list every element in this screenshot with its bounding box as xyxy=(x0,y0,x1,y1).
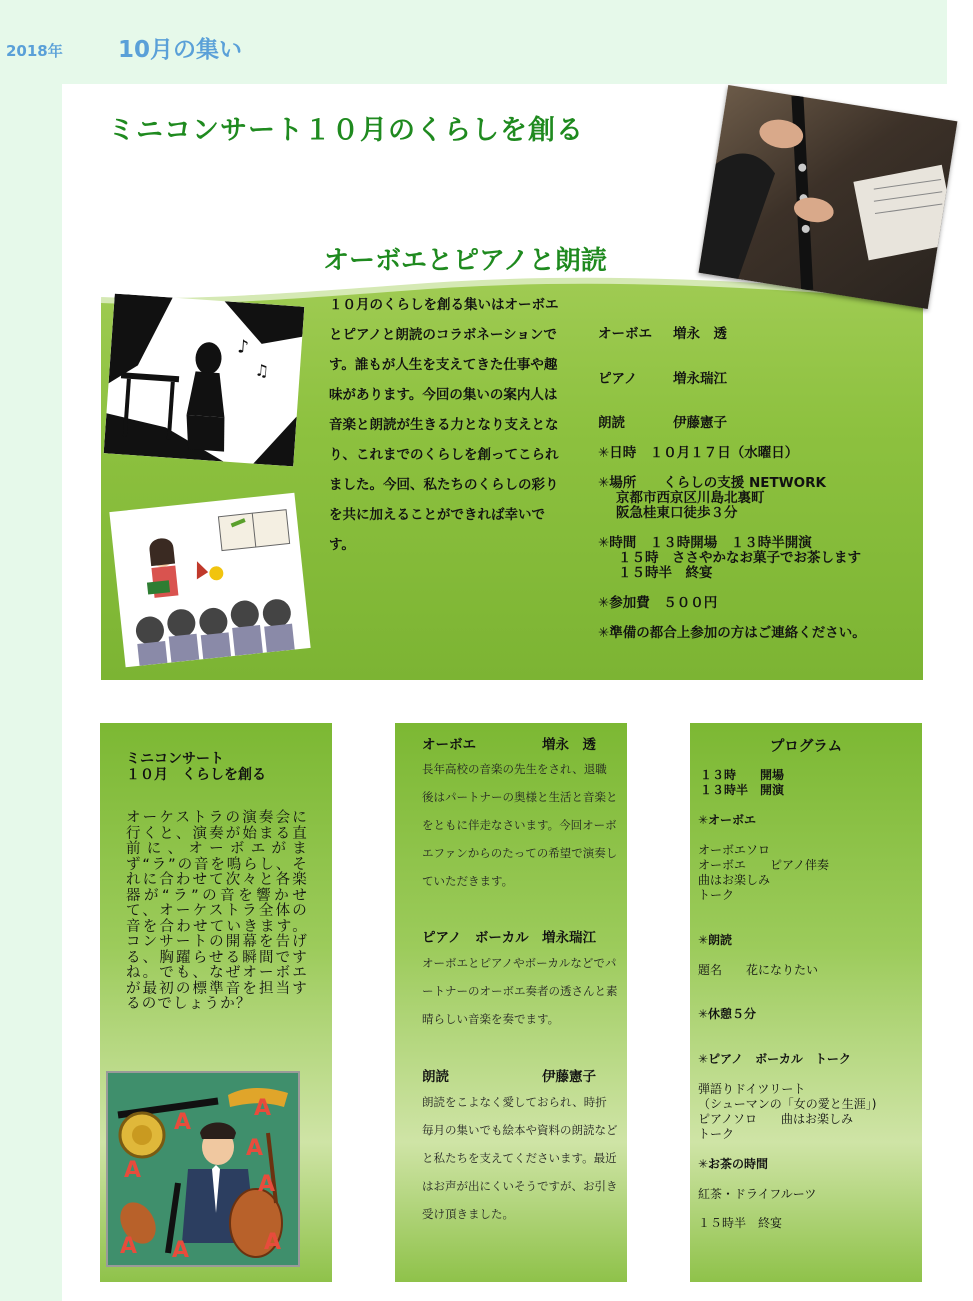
column-intro-text: オーケストラの演奏会に行くと、演奏が始まる直前に、オーボエがまず“ラ”の音を鳴らし、それに合わせて次々と各楽器が“ラ”の音を響かせて、オーケストラ全体の音を合わせていきます。コンサートの開幕を告げる、胸躍らせる瞬間ですね。でも、なぜオーボエが最初の標準音を担当するのでしょうか？ xyxy=(126,810,308,1012)
performer-role: オーボエ xyxy=(598,326,652,342)
profile-role: 朗読 xyxy=(422,1069,449,1085)
performer-name: 増永 透 xyxy=(673,326,727,342)
svg-text:A: A xyxy=(246,1136,264,1161)
svg-text:A: A xyxy=(174,1110,192,1135)
program-item: トーク xyxy=(698,1127,735,1141)
orchestra-illustration-image xyxy=(106,1071,300,1267)
profile-piano-heading xyxy=(422,926,596,946)
performer-reading xyxy=(598,415,727,431)
event-place: ✳場所 くらしの支援 NETWORK xyxy=(598,475,826,491)
performer-oboe xyxy=(598,326,727,342)
profile-piano-text: オーボエとピアノやボーカルなどでパートナーのオーボエ奏者の透さんと素晴らしい音楽を奏でます。 xyxy=(422,956,618,1026)
performer-role: ピアノ xyxy=(598,371,638,387)
program-break: ✳休憩５分 xyxy=(698,1007,757,1021)
event-time: ✳時間 １３時開場 １３時半開演 xyxy=(598,535,812,551)
event-access: 阪急桂東口徒歩３分 xyxy=(616,505,738,521)
column-intro-heading: ミニコンサート １０月 くらしを創る xyxy=(126,751,266,783)
reading-illustration-image xyxy=(109,493,310,668)
profile-role: オーボエ xyxy=(422,737,476,753)
column-intro xyxy=(100,723,332,1282)
program-oboe-heading: ✳オーボエ xyxy=(698,813,757,827)
performer-name: 伊藤憲子 xyxy=(673,415,727,431)
svg-text:A: A xyxy=(264,1230,282,1255)
program-item: 題名 花になりたい xyxy=(698,963,819,977)
svg-text:A: A xyxy=(254,1096,272,1121)
svg-text:A: A xyxy=(172,1238,190,1263)
program-item: オーボエ ピアノ伴奏 xyxy=(698,858,830,872)
svg-text:♫: ♫ xyxy=(254,360,270,381)
column-program xyxy=(690,723,922,1282)
profile-name: 伊藤憲子 xyxy=(542,1069,596,1085)
program-item: ピアノソロ 曲はお楽しみ xyxy=(698,1112,854,1126)
flyer-main-title: ミニコンサート１０月のくらしを創る xyxy=(108,115,584,146)
program-end: １５時半 終宴 xyxy=(698,1216,783,1230)
event-end-time: １５時半 終宴 xyxy=(618,565,713,581)
performer-role: 朗読 xyxy=(598,415,625,431)
year-label: 2018年 xyxy=(6,42,63,60)
program-tea-heading: ✳お茶の時間 xyxy=(698,1157,769,1171)
event-tea-time: １５時 ささやかなお菓子でお茶します xyxy=(618,550,861,566)
program-item: 弾語りドイツリート xyxy=(698,1082,806,1096)
column-profiles xyxy=(395,723,627,1282)
page-title: 10月の集い xyxy=(118,37,243,63)
event-fee: ✳参加費 ５００円 xyxy=(598,595,718,611)
program-piano-heading: ✳ピアノ ボーカル トーク xyxy=(698,1052,851,1066)
program-item: 曲はお楽しみ xyxy=(698,873,771,887)
profile-reading-text: 朗読をこよなく愛しておられ、時折毎月の集いでも絵本や資料の朗読などと私たちを支えてくださいます。最近はお声が出にくいそうですが、お引き受け頂きました。 xyxy=(422,1095,618,1221)
left-margin-bar xyxy=(0,84,62,1301)
flyer-subtitle: オーボエとピアノと朗読 xyxy=(323,246,607,276)
piano-silhouette-image xyxy=(104,294,305,467)
program-item: トーク xyxy=(698,888,735,902)
performer-name: 増永瑞江 xyxy=(673,371,727,387)
program-item: 紅茶・ドライフルーツ xyxy=(698,1187,817,1201)
oboe-photo xyxy=(699,85,958,309)
flyer-panel xyxy=(101,226,923,680)
svg-text:A: A xyxy=(124,1158,142,1183)
profile-oboe-text: 長年高校の音楽の先生をされ、退職後はパートナーの奥様と生活と音楽とをともに伴走なさいます。今回オーボエファンからのたっての希望で演奏していただきます。 xyxy=(422,762,618,888)
program-item: オーボエソロ xyxy=(698,843,771,857)
profile-reading-heading xyxy=(422,1065,596,1085)
svg-text:A: A xyxy=(258,1172,276,1197)
profile-role: ピアノ ボーカル xyxy=(422,930,529,946)
profile-name: 増永瑞江 xyxy=(542,930,596,946)
event-date: ✳日時 １０月１７日（水曜日） xyxy=(598,445,799,461)
program-title: プログラム xyxy=(769,739,843,755)
intro-paragraph: １０月のくらしを創る集いはオーボエとピアノと朗読のコラボネーションです。誰もが人生を支えてきた仕事や趣味があります。今回の集いの案内人は音楽と朗読が生きる力となり支えとなり、これまでのくらしを創ってこられました。今回、私たちのくらしの彩りを共に加えることができれば幸いです。 xyxy=(329,297,559,553)
svg-text:A: A xyxy=(120,1234,138,1259)
program-start: １３時半 開演 xyxy=(700,783,785,797)
svg-text:♪: ♪ xyxy=(236,336,250,359)
program-reading-heading: ✳朗読 xyxy=(698,933,733,947)
program-item: （シューマンの「女の愛と生涯」) xyxy=(698,1097,877,1111)
profile-name: 増永 透 xyxy=(542,737,596,753)
event-address: 京都市西京区川島北裏町 xyxy=(616,490,765,506)
performer-piano xyxy=(598,371,727,387)
event-notice: ✳準備の都合上参加の方はご連絡ください。 xyxy=(598,625,866,641)
program-open: １３時 開場 xyxy=(700,768,785,782)
profile-oboe-heading xyxy=(422,733,596,753)
